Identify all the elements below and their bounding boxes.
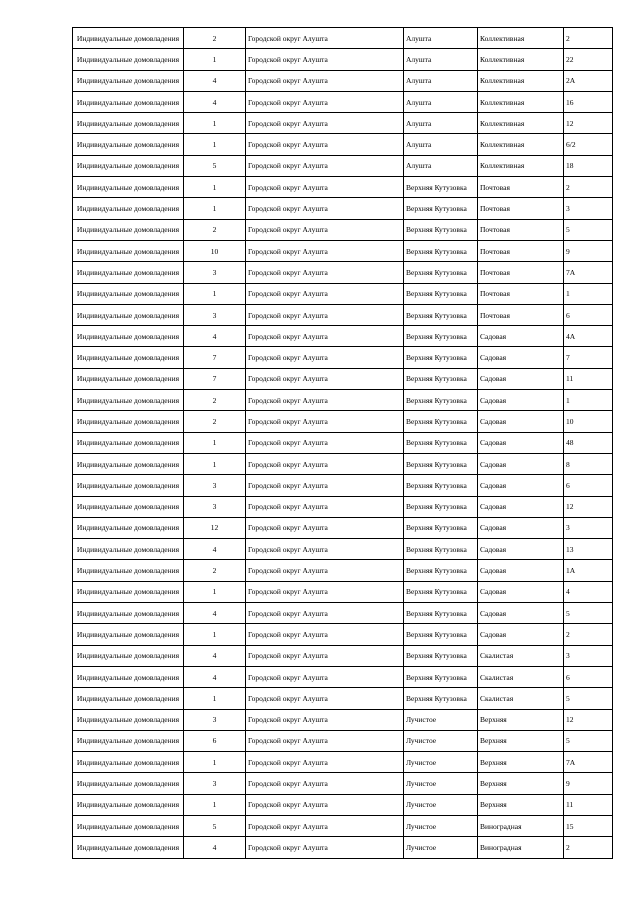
street-cell: Почтовая bbox=[478, 219, 564, 240]
street-cell: Скалистая bbox=[478, 688, 564, 709]
district-cell: Городской округ Алушта bbox=[246, 560, 404, 581]
house-number-cell: 9 bbox=[564, 240, 613, 261]
housing-type-cell: Индивидуальные домовладения bbox=[73, 262, 184, 283]
house-number-cell: 7А bbox=[564, 262, 613, 283]
count-cell: 1 bbox=[184, 581, 246, 602]
district-cell: Городской округ Алушта bbox=[246, 453, 404, 474]
count-cell: 7 bbox=[184, 347, 246, 368]
house-number-cell: 8 bbox=[564, 453, 613, 474]
table-row bbox=[73, 709, 613, 730]
settlement-cell: Лучистое bbox=[404, 752, 478, 773]
table-row bbox=[73, 155, 613, 176]
housing-type-cell: Индивидуальные домовладения bbox=[73, 752, 184, 773]
street-cell: Скалистая bbox=[478, 666, 564, 687]
street-cell: Садовая bbox=[478, 411, 564, 432]
street-cell: Коллективная bbox=[478, 134, 564, 155]
settlement-cell: Верхняя Кутузовка bbox=[404, 539, 478, 560]
district-cell: Городской округ Алушта bbox=[246, 730, 404, 751]
count-cell: 4 bbox=[184, 70, 246, 91]
count-cell: 4 bbox=[184, 837, 246, 858]
count-cell: 1 bbox=[184, 794, 246, 815]
count-cell: 4 bbox=[184, 91, 246, 112]
table-row bbox=[73, 624, 613, 645]
settlement-cell: Верхняя Кутузовка bbox=[404, 240, 478, 261]
housing-type-cell: Индивидуальные домовладения bbox=[73, 283, 184, 304]
district-cell: Городской округ Алушта bbox=[246, 815, 404, 836]
housing-type-cell: Индивидуальные домовладения bbox=[73, 240, 184, 261]
settlement-cell: Верхняя Кутузовка bbox=[404, 560, 478, 581]
housing-type-cell: Индивидуальные домовладения bbox=[73, 666, 184, 687]
district-cell: Городской округ Алушта bbox=[246, 49, 404, 70]
street-cell: Виноградная bbox=[478, 837, 564, 858]
count-cell: 4 bbox=[184, 666, 246, 687]
settlement-cell: Алушта bbox=[404, 134, 478, 155]
district-cell: Городской округ Алушта bbox=[246, 113, 404, 134]
settlement-cell: Верхняя Кутузовка bbox=[404, 581, 478, 602]
count-cell: 12 bbox=[184, 517, 246, 538]
street-cell: Садовая bbox=[478, 496, 564, 517]
district-cell: Городской округ Алушта bbox=[246, 70, 404, 91]
house-number-cell: 2 bbox=[564, 28, 613, 49]
settlement-cell: Алушта bbox=[404, 70, 478, 91]
housing-type-cell: Индивидуальные домовладения bbox=[73, 219, 184, 240]
district-cell: Городской округ Алушта bbox=[246, 390, 404, 411]
housing-type-cell: Индивидуальные домовладения bbox=[73, 28, 184, 49]
housing-type-cell: Индивидуальные домовладения bbox=[73, 688, 184, 709]
street-cell: Садовая bbox=[478, 347, 564, 368]
house-number-cell: 5 bbox=[564, 219, 613, 240]
table-row bbox=[73, 113, 613, 134]
housing-type-cell: Индивидуальные домовладения bbox=[73, 390, 184, 411]
street-cell: Верхняя bbox=[478, 773, 564, 794]
district-cell: Городской округ Алушта bbox=[246, 432, 404, 453]
house-number-cell: 11 bbox=[564, 794, 613, 815]
district-cell: Городской округ Алушта bbox=[246, 134, 404, 155]
house-number-cell: 2 bbox=[564, 837, 613, 858]
count-cell: 1 bbox=[184, 49, 246, 70]
district-cell: Городской округ Алушта bbox=[246, 219, 404, 240]
street-cell: Садовая bbox=[478, 432, 564, 453]
count-cell: 5 bbox=[184, 815, 246, 836]
count-cell: 3 bbox=[184, 496, 246, 517]
count-cell: 2 bbox=[184, 560, 246, 581]
housing-type-cell: Индивидуальные домовладения bbox=[73, 198, 184, 219]
district-cell: Городской округ Алушта bbox=[246, 475, 404, 496]
table-row bbox=[73, 453, 613, 474]
settlement-cell: Верхняя Кутузовка bbox=[404, 666, 478, 687]
table-row bbox=[73, 539, 613, 560]
count-cell: 2 bbox=[184, 411, 246, 432]
table-row bbox=[73, 91, 613, 112]
settlement-cell: Верхняя Кутузовка bbox=[404, 453, 478, 474]
table-row bbox=[73, 645, 613, 666]
street-cell: Почтовая bbox=[478, 198, 564, 219]
settlement-cell: Алушта bbox=[404, 28, 478, 49]
street-cell: Коллективная bbox=[478, 155, 564, 176]
house-number-cell: 6 bbox=[564, 666, 613, 687]
street-cell: Садовая bbox=[478, 517, 564, 538]
housing-type-cell: Индивидуальные домовладения bbox=[73, 411, 184, 432]
house-number-cell: 3 bbox=[564, 198, 613, 219]
district-cell: Городской округ Алушта bbox=[246, 326, 404, 347]
count-cell: 3 bbox=[184, 304, 246, 325]
table-row bbox=[73, 304, 613, 325]
housing-type-cell: Индивидуальные домовладения bbox=[73, 134, 184, 155]
count-cell: 1 bbox=[184, 624, 246, 645]
district-cell: Городской округ Алушта bbox=[246, 603, 404, 624]
house-number-cell: 6 bbox=[564, 475, 613, 496]
count-cell: 1 bbox=[184, 432, 246, 453]
housing-type-cell: Индивидуальные домовладения bbox=[73, 709, 184, 730]
settlement-cell: Верхняя Кутузовка bbox=[404, 304, 478, 325]
settlement-cell: Верхняя Кутузовка bbox=[404, 177, 478, 198]
table-row bbox=[73, 752, 613, 773]
street-cell: Почтовая bbox=[478, 304, 564, 325]
table-row bbox=[73, 177, 613, 198]
district-cell: Городской округ Алушта bbox=[246, 581, 404, 602]
settlement-cell: Верхняя Кутузовка bbox=[404, 432, 478, 453]
street-cell: Коллективная bbox=[478, 49, 564, 70]
table-row bbox=[73, 134, 613, 155]
street-cell: Почтовая bbox=[478, 240, 564, 261]
count-cell: 4 bbox=[184, 539, 246, 560]
street-cell: Верхняя bbox=[478, 752, 564, 773]
settlement-cell: Алушта bbox=[404, 91, 478, 112]
housing-type-cell: Индивидуальные домовладения bbox=[73, 581, 184, 602]
settlement-cell: Лучистое bbox=[404, 730, 478, 751]
count-cell: 3 bbox=[184, 475, 246, 496]
count-cell: 1 bbox=[184, 134, 246, 155]
settlement-cell: Алушта bbox=[404, 49, 478, 70]
street-cell: Коллективная bbox=[478, 113, 564, 134]
street-cell: Верхняя bbox=[478, 730, 564, 751]
house-number-cell: 1А bbox=[564, 560, 613, 581]
house-number-cell: 5 bbox=[564, 688, 613, 709]
settlement-cell: Алушта bbox=[404, 113, 478, 134]
housing-type-cell: Индивидуальные домовладения bbox=[73, 603, 184, 624]
settlement-cell: Верхняя Кутузовка bbox=[404, 688, 478, 709]
house-number-cell: 12 bbox=[564, 709, 613, 730]
table-row bbox=[73, 70, 613, 91]
housing-type-cell: Индивидуальные домовладения bbox=[73, 91, 184, 112]
house-number-cell: 1 bbox=[564, 283, 613, 304]
housing-type-cell: Индивидуальные домовладения bbox=[73, 368, 184, 389]
district-cell: Городской округ Алушта bbox=[246, 91, 404, 112]
district-cell: Городской округ Алушта bbox=[246, 794, 404, 815]
house-number-cell: 10 bbox=[564, 411, 613, 432]
table-row bbox=[73, 815, 613, 836]
address-table bbox=[72, 27, 613, 859]
house-number-cell: 2 bbox=[564, 177, 613, 198]
table-row bbox=[73, 240, 613, 261]
district-cell: Городской округ Алушта bbox=[246, 240, 404, 261]
settlement-cell: Верхняя Кутузовка bbox=[404, 262, 478, 283]
table-row bbox=[73, 517, 613, 538]
house-number-cell: 5 bbox=[564, 730, 613, 751]
settlement-cell: Верхняя Кутузовка bbox=[404, 326, 478, 347]
count-cell: 1 bbox=[184, 198, 246, 219]
street-cell: Верхняя bbox=[478, 709, 564, 730]
table-row bbox=[73, 794, 613, 815]
district-cell: Городской округ Алушта bbox=[246, 517, 404, 538]
housing-type-cell: Индивидуальные домовладения bbox=[73, 347, 184, 368]
house-number-cell: 1 bbox=[564, 390, 613, 411]
housing-type-cell: Индивидуальные домовладения bbox=[73, 560, 184, 581]
housing-type-cell: Индивидуальные домовладения bbox=[73, 432, 184, 453]
count-cell: 2 bbox=[184, 28, 246, 49]
street-cell: Садовая bbox=[478, 475, 564, 496]
settlement-cell: Верхняя Кутузовка bbox=[404, 219, 478, 240]
table-row bbox=[73, 326, 613, 347]
settlement-cell: Лучистое bbox=[404, 815, 478, 836]
count-cell: 3 bbox=[184, 773, 246, 794]
street-cell: Садовая bbox=[478, 581, 564, 602]
settlement-cell: Верхняя Кутузовка bbox=[404, 368, 478, 389]
table-row bbox=[73, 198, 613, 219]
count-cell: 3 bbox=[184, 262, 246, 283]
house-number-cell: 12 bbox=[564, 496, 613, 517]
housing-type-cell: Индивидуальные домовладения bbox=[73, 773, 184, 794]
table-row bbox=[73, 432, 613, 453]
house-number-cell: 7А bbox=[564, 752, 613, 773]
house-number-cell: 2А bbox=[564, 70, 613, 91]
count-cell: 4 bbox=[184, 645, 246, 666]
table-row bbox=[73, 28, 613, 49]
housing-type-cell: Индивидуальные домовладения bbox=[73, 539, 184, 560]
table-row bbox=[73, 773, 613, 794]
housing-type-cell: Индивидуальные домовладения bbox=[73, 49, 184, 70]
count-cell: 1 bbox=[184, 113, 246, 134]
settlement-cell: Лучистое bbox=[404, 794, 478, 815]
house-number-cell: 5 bbox=[564, 603, 613, 624]
housing-type-cell: Индивидуальные домовладения bbox=[73, 624, 184, 645]
street-cell: Коллективная bbox=[478, 28, 564, 49]
count-cell: 1 bbox=[184, 283, 246, 304]
district-cell: Городской округ Алушта bbox=[246, 709, 404, 730]
house-number-cell: 6 bbox=[564, 304, 613, 325]
district-cell: Городской округ Алушта bbox=[246, 262, 404, 283]
address-table-body bbox=[73, 28, 613, 859]
house-number-cell: 3 bbox=[564, 517, 613, 538]
district-cell: Городской округ Алушта bbox=[246, 496, 404, 517]
house-number-cell: 16 bbox=[564, 91, 613, 112]
settlement-cell: Лучистое bbox=[404, 837, 478, 858]
street-cell: Почтовая bbox=[478, 262, 564, 283]
house-number-cell: 15 bbox=[564, 815, 613, 836]
housing-type-cell: Индивидуальные домовладения bbox=[73, 155, 184, 176]
housing-type-cell: Индивидуальные домовладения bbox=[73, 177, 184, 198]
settlement-cell: Верхняя Кутузовка bbox=[404, 283, 478, 304]
street-cell: Садовая bbox=[478, 560, 564, 581]
district-cell: Городской округ Алушта bbox=[246, 645, 404, 666]
table-row bbox=[73, 837, 613, 858]
street-cell: Садовая bbox=[478, 539, 564, 560]
table-row bbox=[73, 560, 613, 581]
house-number-cell: 9 bbox=[564, 773, 613, 794]
settlement-cell: Верхняя Кутузовка bbox=[404, 390, 478, 411]
district-cell: Городской округ Алушта bbox=[246, 666, 404, 687]
settlement-cell: Верхняя Кутузовка bbox=[404, 198, 478, 219]
housing-type-cell: Индивидуальные домовладения bbox=[73, 304, 184, 325]
count-cell: 4 bbox=[184, 603, 246, 624]
count-cell: 1 bbox=[184, 752, 246, 773]
table-row bbox=[73, 219, 613, 240]
district-cell: Городской округ Алушта bbox=[246, 837, 404, 858]
house-number-cell: 4А bbox=[564, 326, 613, 347]
house-number-cell: 22 bbox=[564, 49, 613, 70]
count-cell: 7 bbox=[184, 368, 246, 389]
district-cell: Городской округ Алушта bbox=[246, 624, 404, 645]
table-row bbox=[73, 730, 613, 751]
district-cell: Городской округ Алушта bbox=[246, 752, 404, 773]
street-cell: Садовая bbox=[478, 390, 564, 411]
house-number-cell: 13 bbox=[564, 539, 613, 560]
table-row bbox=[73, 411, 613, 432]
street-cell: Скалистая bbox=[478, 645, 564, 666]
table-row bbox=[73, 390, 613, 411]
house-number-cell: 7 bbox=[564, 347, 613, 368]
house-number-cell: 2 bbox=[564, 624, 613, 645]
street-cell: Садовая bbox=[478, 603, 564, 624]
table-row bbox=[73, 347, 613, 368]
settlement-cell: Верхняя Кутузовка bbox=[404, 475, 478, 496]
house-number-cell: 3 bbox=[564, 645, 613, 666]
district-cell: Городской округ Алушта bbox=[246, 773, 404, 794]
count-cell: 2 bbox=[184, 219, 246, 240]
district-cell: Городской округ Алушта bbox=[246, 177, 404, 198]
housing-type-cell: Индивидуальные домовладения bbox=[73, 517, 184, 538]
settlement-cell: Верхняя Кутузовка bbox=[404, 624, 478, 645]
house-number-cell: 12 bbox=[564, 113, 613, 134]
housing-type-cell: Индивидуальные домовладения bbox=[73, 815, 184, 836]
table-row bbox=[73, 688, 613, 709]
count-cell: 1 bbox=[184, 177, 246, 198]
district-cell: Городской округ Алушта bbox=[246, 347, 404, 368]
district-cell: Городской округ Алушта bbox=[246, 539, 404, 560]
settlement-cell: Лучистое bbox=[404, 709, 478, 730]
table-row bbox=[73, 368, 613, 389]
street-cell: Почтовая bbox=[478, 177, 564, 198]
street-cell: Садовая bbox=[478, 326, 564, 347]
settlement-cell: Верхняя Кутузовка bbox=[404, 603, 478, 624]
count-cell: 3 bbox=[184, 709, 246, 730]
settlement-cell: Верхняя Кутузовка bbox=[404, 411, 478, 432]
street-cell: Садовая bbox=[478, 368, 564, 389]
street-cell: Коллективная bbox=[478, 70, 564, 91]
house-number-cell: 48 bbox=[564, 432, 613, 453]
settlement-cell: Верхняя Кутузовка bbox=[404, 517, 478, 538]
housing-type-cell: Индивидуальные домовладения bbox=[73, 496, 184, 517]
street-cell: Виноградная bbox=[478, 815, 564, 836]
district-cell: Городской округ Алушта bbox=[246, 155, 404, 176]
district-cell: Городской округ Алушта bbox=[246, 28, 404, 49]
street-cell: Верхняя bbox=[478, 794, 564, 815]
house-number-cell: 4 bbox=[564, 581, 613, 602]
settlement-cell: Верхняя Кутузовка bbox=[404, 347, 478, 368]
count-cell: 1 bbox=[184, 688, 246, 709]
settlement-cell: Лучистое bbox=[404, 773, 478, 794]
count-cell: 1 bbox=[184, 453, 246, 474]
housing-type-cell: Индивидуальные домовладения bbox=[73, 645, 184, 666]
housing-type-cell: Индивидуальные домовладения bbox=[73, 475, 184, 496]
table-row bbox=[73, 581, 613, 602]
table-row bbox=[73, 475, 613, 496]
housing-type-cell: Индивидуальные домовладения bbox=[73, 794, 184, 815]
district-cell: Городской округ Алушта bbox=[246, 304, 404, 325]
district-cell: Городской округ Алушта bbox=[246, 411, 404, 432]
table-row bbox=[73, 496, 613, 517]
housing-type-cell: Индивидуальные домовладения bbox=[73, 837, 184, 858]
settlement-cell: Алушта bbox=[404, 155, 478, 176]
table-row bbox=[73, 49, 613, 70]
street-cell: Почтовая bbox=[478, 283, 564, 304]
street-cell: Садовая bbox=[478, 624, 564, 645]
count-cell: 5 bbox=[184, 155, 246, 176]
housing-type-cell: Индивидуальные домовладения bbox=[73, 730, 184, 751]
table-row bbox=[73, 283, 613, 304]
housing-type-cell: Индивидуальные домовладения bbox=[73, 326, 184, 347]
housing-type-cell: Индивидуальные домовладения bbox=[73, 113, 184, 134]
table-row bbox=[73, 262, 613, 283]
settlement-cell: Верхняя Кутузовка bbox=[404, 496, 478, 517]
street-cell: Садовая bbox=[478, 453, 564, 474]
count-cell: 4 bbox=[184, 326, 246, 347]
table-row bbox=[73, 666, 613, 687]
settlement-cell: Верхняя Кутузовка bbox=[404, 645, 478, 666]
housing-type-cell: Индивидуальные домовладения bbox=[73, 70, 184, 91]
district-cell: Городской округ Алушта bbox=[246, 688, 404, 709]
count-cell: 6 bbox=[184, 730, 246, 751]
count-cell: 2 bbox=[184, 390, 246, 411]
count-cell: 10 bbox=[184, 240, 246, 261]
house-number-cell: 18 bbox=[564, 155, 613, 176]
housing-type-cell: Индивидуальные домовладения bbox=[73, 453, 184, 474]
district-cell: Городской округ Алушта bbox=[246, 283, 404, 304]
house-number-cell: 11 bbox=[564, 368, 613, 389]
street-cell: Коллективная bbox=[478, 91, 564, 112]
table-row bbox=[73, 603, 613, 624]
house-number-cell: 6/2 bbox=[564, 134, 613, 155]
district-cell: Городской округ Алушта bbox=[246, 368, 404, 389]
district-cell: Городской округ Алушта bbox=[246, 198, 404, 219]
